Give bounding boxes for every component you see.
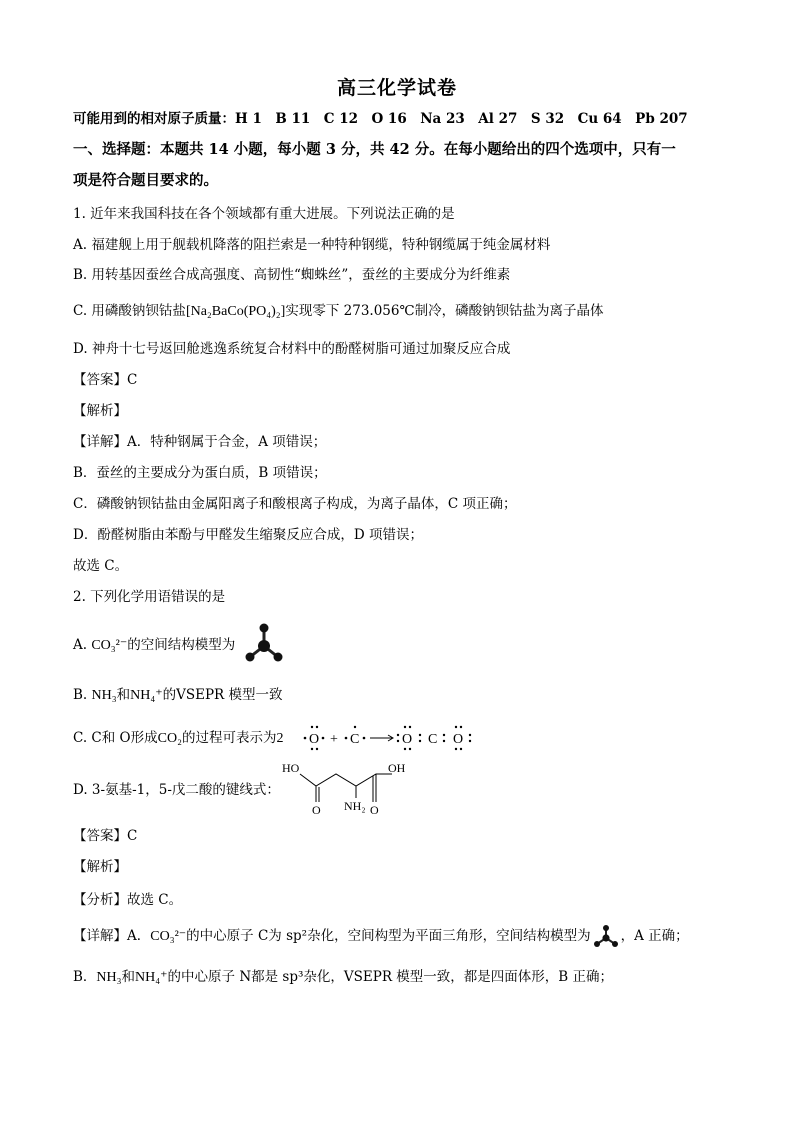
- q2-analysis-label: 【解析】: [73, 859, 127, 875]
- q2-option-c-suffix: 的过程可表示为: [181, 730, 277, 746]
- q1-analysis-label: 【解析】: [73, 403, 127, 419]
- skeletal-o-left: O: [312, 803, 321, 817]
- q2-stem: 2. 下列化学用语错误的是: [73, 589, 226, 605]
- small-co3-model: [593, 924, 621, 948]
- q1-option-c-formula: [Na₂BaCo(PO₄)₂]: [185, 304, 286, 319]
- q2-option-b-and: 和: [116, 687, 131, 703]
- q2-detail-b-nh4: NH₄⁺: [135, 970, 168, 985]
- q2-option-b-suffix: 的VSEPR 模型一致: [162, 687, 283, 703]
- q2-detail-b-nh3: NH₃: [96, 970, 122, 985]
- q1-option-a: A. 福建舰上用于舰载机降落的阻拦索是一种特种钢缆，特种钢缆属于纯金属材料: [73, 237, 551, 253]
- svg-text:C: C: [350, 732, 360, 747]
- q1-option-c: [73, 302, 604, 321]
- q2-option-b-nh3: NH₃: [91, 688, 117, 703]
- q2-detail-b-and: 和: [121, 969, 136, 985]
- small-model-slot: [591, 928, 621, 946]
- q2-detail-a: [73, 927, 689, 946]
- q2-fenxi: 【分析】故选 C。: [73, 892, 183, 908]
- section-heading-line1: 一、选择题：本题共 14 小题，每小题 3 分，共 42 分。在每小题给出的四个选项中，只有一: [73, 141, 676, 158]
- atomic-masses: 可能用到的相对原子质量：H 1 B 11 C 12 O 16 Na 23 Al 27 S 32 Cu 64 Pb 207: [73, 111, 688, 127]
- q2-option-c: [73, 729, 283, 748]
- co3-ball-stick-model: [244, 622, 288, 666]
- svg-text:O: O: [453, 732, 464, 747]
- skeletal-ho-label: HO: [282, 761, 300, 775]
- q2-detail-a-suffix: ，A 正确；: [620, 928, 689, 944]
- q1-stem: 1. 近年来我国科技在各个领域都有重大进展。下列说法正确的是: [73, 206, 455, 222]
- q2-option-b-prefix: B.: [73, 687, 92, 703]
- skeletal-o-right: O: [370, 803, 379, 817]
- q2-option-a-ion: CO₃²⁻: [91, 638, 128, 653]
- q1-option-d: D. 神舟十七号返回舱逃逸系统复合材料中的酚醛树脂可通过加聚反应合成: [73, 341, 511, 357]
- q2-option-d: D. 3-氨基-1，5-戊二酸的键线式：: [73, 782, 280, 798]
- q1-detail-a: 【详解】A．特种钢属于合金，A 项错误；: [73, 434, 327, 450]
- co2-lewis-equation: [298, 720, 498, 754]
- q2-detail-b-prefix: B．: [73, 969, 97, 985]
- q2-detail-a-mid: 的中心原子 C为 sp²杂化，空间构型为平面三角形，空间结构模型为: [186, 928, 591, 944]
- q2-detail-a-prefix: 【详解】A．: [73, 928, 151, 944]
- q2-skeletal-formula: [278, 758, 428, 820]
- q2-detail-b: [73, 968, 613, 987]
- q1-option-c-prefix: C. 用磷酸钠钡钴盐: [73, 303, 186, 319]
- skeletal-nh2: NH₂: [344, 799, 366, 813]
- q2-option-c-co2: CO₂: [157, 731, 182, 746]
- q2-option-c-prefix: C. C和 O形成: [73, 730, 158, 746]
- svg-text:O: O: [402, 732, 413, 747]
- q2-answer: 【答案】C: [73, 828, 138, 844]
- q2-option-b-nh4: NH₄⁺: [130, 688, 163, 703]
- q2-option-a-suffix: 的空间结构模型为: [127, 637, 236, 653]
- q2-detail-a-ion: CO₃²⁻: [150, 929, 187, 944]
- section-heading-line2: 项是符合题目要求的。: [73, 172, 218, 189]
- q2-detail-b-suffix: 的中心原子 N都是 sp³杂化，VSEPR 模型一致，都是四面体形，B 正确；: [167, 969, 614, 985]
- page-title: 高三化学试卷: [336, 77, 457, 99]
- q1-answer: 【答案】C: [73, 372, 138, 388]
- q1-conclusion: 故选 C。: [73, 558, 129, 574]
- svg-text:+: +: [330, 732, 338, 747]
- q1-detail-c: C．磷酸钠钡钴盐由金属阳离子和酸根离子构成，为离子晶体，C 项正确；: [73, 496, 517, 512]
- q1-detail-d: D．酚醛树脂由苯酚与甲醛发生缩聚反应合成，D 项错误；: [73, 527, 423, 543]
- skeletal-oh-label: OH: [388, 761, 406, 775]
- q1-option-b: B. 用转基因蚕丝合成高强度、高韧性“蜘蛛丝”，蚕丝的主要成分为纤维素: [73, 267, 511, 283]
- svg-text:C: C: [428, 732, 438, 747]
- q2-option-c-coefficient: 2: [276, 731, 284, 746]
- q2-option-b: [73, 686, 283, 705]
- q1-detail-b: B．蚕丝的主要成分为蛋白质，B 项错误；: [73, 465, 327, 481]
- q2-option-a: [73, 636, 235, 655]
- q2-option-a-prefix: A.: [73, 637, 92, 653]
- svg-text:O: O: [309, 732, 320, 747]
- q1-option-c-suffix: 实现零下 273.056℃制冷，磷酸钠钡钴盐为离子晶体: [285, 303, 604, 319]
